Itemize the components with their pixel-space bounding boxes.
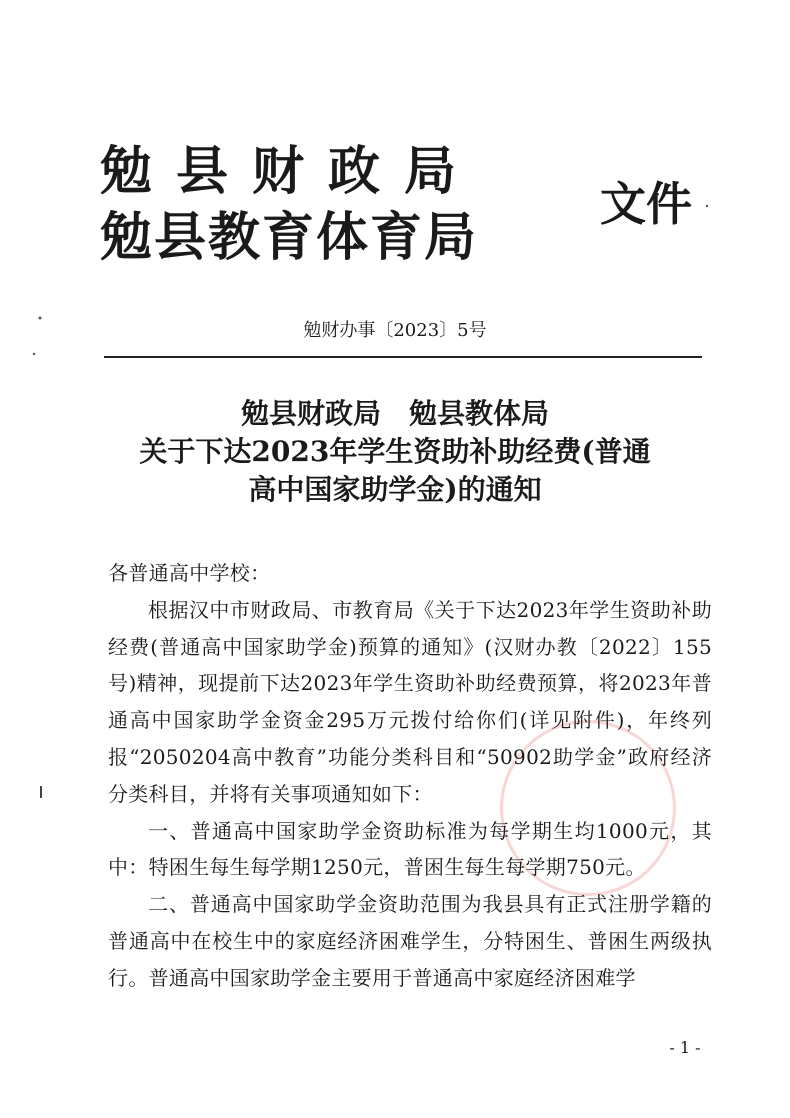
issuer-finance-bureau: 勉县财政局 (100, 142, 481, 202)
salutation: 各普通高中学校： (108, 561, 271, 585)
title-line: 勉县财政局 勉县教体局 (240, 397, 549, 430)
document-number: 勉财办事〔2023〕5号 (303, 320, 487, 341)
issuer-education-sports-bureau: 勉县教育体育局 (100, 208, 479, 268)
title-line: 高中国家助学金)的通知 (248, 473, 542, 506)
body-paragraph: 根据汉中市财政局、市教育局《关于下达2023年学生资助补助经费(普通高中国家助学金)预算的通知》(汉财办教〔2022〕155号)精神，现提前下达2023年学生资助补助经费预算，将2023年普通高中国家助学金资金295万元拨付给你们(详见附件)，年终列报“2050204高中教育”功能分类科目和“50902助学金”政府经济分类科目，并将有关事项通知如下： (108, 597, 712, 806)
page-number: - 1 - (669, 1038, 701, 1057)
document-type-label: 文件 (600, 177, 692, 231)
title-line: 关于下达2023年学生资助补助经费(普通 (139, 435, 651, 468)
scan-speck (706, 205, 708, 207)
scan-speck (33, 353, 35, 355)
body-paragraph: 二、普通高中国家助学金资助范围为我县具有正式注册学籍的普通高中在校生中的家庭经济困难学生，分特困生、普困生两级执行。普通高中国家助学金主要用于普通高中家庭经济困难学 (108, 892, 712, 990)
scan-speck (40, 786, 42, 798)
body-paragraph: 一、普通高中国家助学金资助标准为每学期生均1000元，其中：特困生每生每学期1250元，普困生每生每学期750元。 (108, 818, 712, 880)
scan-speck (39, 317, 42, 320)
